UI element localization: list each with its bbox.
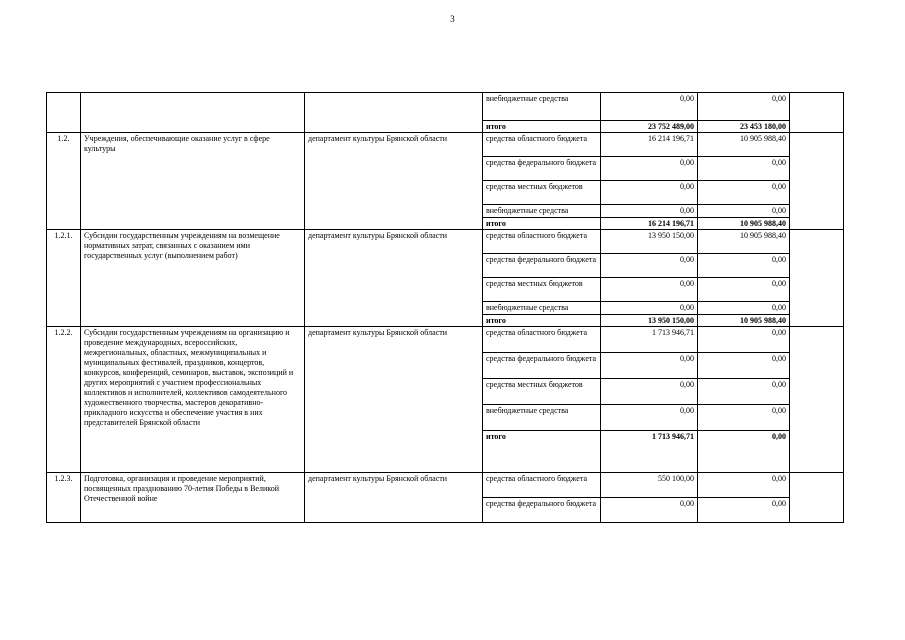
source-label: средства федерального бюджета [483, 353, 601, 379]
row-number: 1.2.1. [47, 230, 81, 327]
amount-cell: 16 214 196,71 [601, 133, 698, 157]
source-label: внебюджетные средства [483, 93, 601, 121]
amount-cell: 23 453 180,00 [698, 121, 790, 133]
amount-cell: 0,00 [698, 431, 790, 473]
source-label: средства областного бюджета [483, 230, 601, 254]
total-label: итого [483, 315, 601, 327]
total-label: итого [483, 431, 601, 473]
table-row [47, 327, 844, 353]
amount-cell: 0,00 [601, 278, 698, 302]
amount-cell: 13 950 150,00 [601, 230, 698, 254]
amount-cell: 0,00 [601, 254, 698, 278]
budget-table [46, 92, 844, 523]
amount-cell: 1 713 946,71 [601, 431, 698, 473]
amount-cell: 0,00 [601, 157, 698, 181]
source-label: средства областного бюджета [483, 327, 601, 353]
source-label: средства федерального бюджета [483, 254, 601, 278]
amount-cell: 550 100,00 [601, 473, 698, 498]
amount-cell: 0,00 [698, 473, 790, 498]
source-label: внебюджетные средства [483, 302, 601, 315]
amount-cell: 0,00 [601, 181, 698, 205]
table-row [47, 473, 844, 498]
amount-cell: 0,00 [698, 379, 790, 405]
source-label: средства местных бюджетов [483, 379, 601, 405]
amount-cell: 10 905 988,40 [698, 315, 790, 327]
source-label: средства федерального бюджета [483, 498, 601, 523]
source-label: средства местных бюджетов [483, 181, 601, 205]
amount-cell: 0,00 [601, 405, 698, 431]
total-label: итого [483, 218, 601, 230]
row-number: 1.2.3. [47, 473, 81, 523]
executor: департамент культуры Брянской области [305, 327, 483, 473]
amount-cell: 10 905 988,40 [698, 218, 790, 230]
row-number: 1.2. [47, 133, 81, 230]
executor: департамент культуры Брянской области [305, 473, 483, 523]
source-label: средства федерального бюджета [483, 157, 601, 181]
amount-cell: 0,00 [601, 93, 698, 121]
table-row [47, 133, 844, 157]
item-name: Субсидии государственным учреждениям на возмещение нормативных затрат, связанных с оказанием ими государственных услуг (выполнением работ) [81, 230, 305, 327]
amount-cell: 1 713 946,71 [601, 327, 698, 353]
item-name: Подготовка, организация и проведение мероприятий, посвященных празднованию 70-летия Победы в Великой Отечественной войне [81, 473, 305, 523]
amount-cell: 0,00 [601, 379, 698, 405]
amount-cell: 0,00 [698, 93, 790, 121]
amount-cell: 10 905 988,40 [698, 230, 790, 254]
amount-cell: 0,00 [698, 181, 790, 205]
amount-cell: 0,00 [601, 498, 698, 523]
source-label: средства областного бюджета [483, 473, 601, 498]
amount-cell: 0,00 [698, 278, 790, 302]
source-label: средства местных бюджетов [483, 278, 601, 302]
amount-cell: 10 905 988,40 [698, 133, 790, 157]
table-row [47, 230, 844, 254]
amount-cell: 0,00 [698, 205, 790, 218]
amount-cell: 0,00 [601, 302, 698, 315]
amount-cell: 0,00 [698, 405, 790, 431]
amount-cell: 0,00 [698, 353, 790, 379]
amount-cell: 0,00 [698, 498, 790, 523]
source-label: внебюджетные средства [483, 205, 601, 218]
amount-cell: 16 214 196,71 [601, 218, 698, 230]
amount-cell: 0,00 [698, 254, 790, 278]
amount-cell: 0,00 [698, 157, 790, 181]
executor: департамент культуры Брянской области [305, 230, 483, 327]
amount-cell: 23 752 489,00 [601, 121, 698, 133]
item-name: Субсидии государственным учреждениям на организацию и проведение международных, всероссийских, межрегиональных, областных, межмуниципальных и муниципальных фестивалей, праздников, концертов, конкурсов, конференций, семинаров, выставок, экспозиций и других мероприятий с участием профессиональных коллективов и исполнителей, коллективов самодеятельного художественного творчества, мастеров декоративно-прикладного искусства и обеспечение участия в них представителей Брянской области [81, 327, 305, 473]
source-label: средства областного бюджета [483, 133, 601, 157]
page-number: 3 [450, 14, 455, 24]
item-name: Учреждения, обеспечивающие оказание услуг в сфере культуры [81, 133, 305, 230]
amount-cell: 0,00 [698, 302, 790, 315]
source-label: внебюджетные средства [483, 405, 601, 431]
total-label: итого [483, 121, 601, 133]
amount-cell: 0,00 [601, 205, 698, 218]
amount-cell: 13 950 150,00 [601, 315, 698, 327]
executor: департамент культуры Брянской области [305, 133, 483, 230]
row-number: 1.2.2. [47, 327, 81, 473]
amount-cell: 0,00 [698, 327, 790, 353]
amount-cell: 0,00 [601, 353, 698, 379]
table-row [47, 93, 844, 121]
